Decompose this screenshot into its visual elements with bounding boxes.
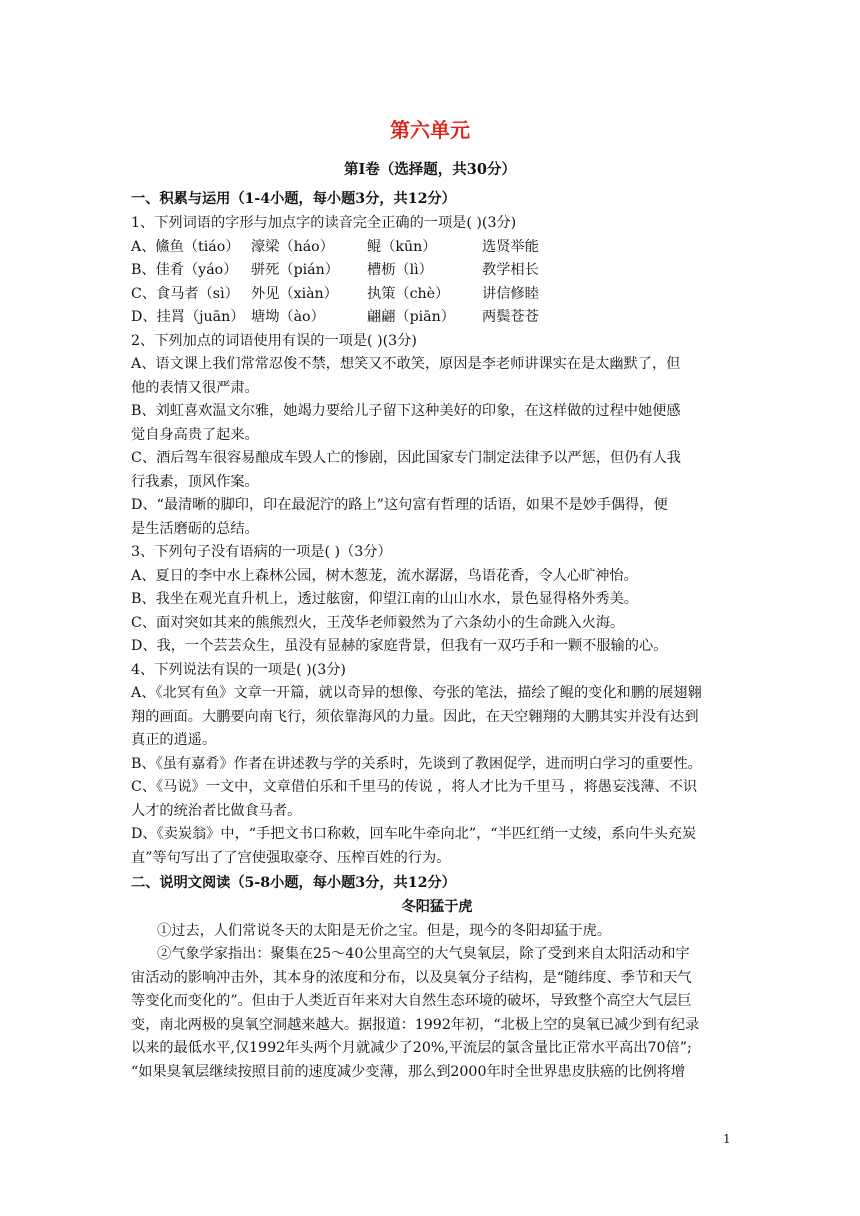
question-1-option-b xyxy=(131,259,743,283)
question-1-option-c xyxy=(131,283,743,307)
option-d-word-1: D、挂罥（juān） xyxy=(131,309,245,325)
option-c-word-1: C、食马者（sì） xyxy=(131,285,239,302)
article-paragraph-2-line: ②气象学家指出：聚集在25～40公里高空的大气臭氧层，除了受到来自太阳活动和宇 xyxy=(157,946,690,962)
question-3-line: D、我，一个芸芸众生，虽没有显赫的家庭背景，但我有一双巧手和一颗不服输的心。 xyxy=(131,638,668,654)
paper-subtitle: 第Ⅰ卷（选择题，共30分） xyxy=(344,161,516,178)
option-b-word-4: 教学相长 xyxy=(482,262,539,278)
question-4-line: C、《马说》一文中，文章借伯乐和千里马的传说 ，将人才比为千里马 ，将愚妄浅薄、不识 xyxy=(131,779,698,795)
question-2-line: 2、下列加点的词语使用有误的一项是( )(3分) xyxy=(131,332,417,349)
section-heading-2: 二、说明文阅读（5-8小题，每小题3分，共12分） xyxy=(131,875,456,891)
section-heading-1: 一、积累与运用（1-4小题，每小题3分，共12分） xyxy=(131,191,456,207)
option-a-word-2: 濠梁（háo） xyxy=(251,238,334,255)
article-paragraph-2-line: “如果臭氧层继续按照目前的速度减少变薄，那么到2000年时全世界患皮肤癌的比例将增 xyxy=(131,1063,686,1080)
document-body xyxy=(131,186,743,1084)
article-paragraph-2-line: 等变化而变化的”。但由于人类近百年来对大自然生态环境的破坏，导致整个高空大气层巨 xyxy=(131,993,692,1009)
question-4-line: 翔的画面。大鹏要向南飞行，须依靠海风的力量。因此，在天空翱翔的大鹏其实并没有达到 xyxy=(131,708,699,725)
question-4-line: D、《卖炭翁》中，“手把文书口称敕，回车叱牛牵向北”，“半匹红绡一丈绫，系向牛头充炭 xyxy=(131,826,697,842)
question-4-line: 人才的统治者比做食马者。 xyxy=(131,802,302,819)
question-1-stem: 1、下列词语的字形与加点字的读音完全正确的一项是( )(3分) xyxy=(131,215,517,231)
article-paragraph-2-line: 以来的最低水平,仅1992年头两个月就减少了20%,平流层的氯含量比正常水平高出70倍”; xyxy=(131,1040,692,1056)
question-2-line: 是生活磨砺的总结。 xyxy=(131,520,259,537)
option-a-word-4: 选贤举能 xyxy=(482,238,539,255)
question-4-line: 直”等句写出了了宫使强取豪夺、压榨百姓的行为。 xyxy=(131,849,451,866)
option-c-word-2: 外见（xiàn） xyxy=(251,285,338,302)
article-paragraph-1: ①过去，人们常说冬天的太阳是无价之宝。但是，现今的冬阳却猛于虎。 xyxy=(157,922,612,939)
question-4-line: B、《虽有嘉肴》作者在讲述教与学的关系时，先谈到了教困促学，进而明白学习的重要性。 xyxy=(131,755,702,772)
question-3-line: 3、下列句子没有语病的一项是( )（3分） xyxy=(131,544,392,560)
option-c-word-3: 执策（chè） xyxy=(367,285,450,302)
article-paragraph-2-line: 变，南北两极的臭氧空洞越来越大。据报道：1992年初，“北极上空的臭氧已减少到有纪录 xyxy=(131,1016,700,1033)
question-4-line: A、《北冥有鱼》文章一开篇，就以奇异的想像、夸张的笔法，描绘了鲲的变化和鹏的展翅翱 xyxy=(131,685,702,701)
question-2-line: 他的表情又很严肃。 xyxy=(131,379,259,396)
option-b-word-2: 骈死（pián） xyxy=(251,262,339,278)
question-2-line: A、语文课上我们常常忍俊不禁，想笑又不敢笑，原因是李老师讲课实在是太幽默了，但 xyxy=(131,356,681,372)
option-d-word-3: 翩翩（piān） xyxy=(367,309,455,325)
option-a-word-3: 鲲（kūn） xyxy=(367,238,437,255)
question-2-line: C、酒后驾车很容易酿成车毁人亡的惨剧，因此国家专门制定法律予以严惩，但仍有人我 xyxy=(131,450,681,466)
question-4-line: 真正的逍遥。 xyxy=(131,732,217,748)
article-paragraph-2-line: 宙活动的影响冲击外，其本身的浓度和分布，以及臭氧分子结构，是“随纬度、季节和天气 xyxy=(131,969,692,986)
option-b-word-3: 槽枥（lì） xyxy=(367,262,433,278)
question-2-line: D、“最清晰的脚印，印在最泥泞的路上”这句富有哲理的话语，如果不是妙手偶得，便 xyxy=(131,497,668,513)
question-4-line: 4、下列说法有误的一项是( )(3分) xyxy=(131,661,346,678)
page-number: 1 xyxy=(723,1132,731,1146)
option-d-word-4: 两鬓苍苍 xyxy=(482,309,539,325)
option-d-word-2: 塘坳（ào） xyxy=(251,309,325,325)
option-c-word-4: 讲信修睦 xyxy=(482,285,539,302)
question-2-line: 行我素，顶风作案。 xyxy=(131,473,259,490)
question-2-line: 觉自身高贵了起来。 xyxy=(131,426,259,443)
question-3-line: B、我坐在观光直升机上，透过舷窗，仰望江南的山山水水，景色显得格外秀美。 xyxy=(131,591,638,607)
question-1-option-d xyxy=(131,306,743,330)
question-3-line: C、面对突如其来的熊熊烈火，王茂华老师毅然为了六条幼小的生命跳入火海。 xyxy=(131,614,625,631)
unit-title: 第六单元 xyxy=(390,118,470,142)
question-1-option-a xyxy=(131,236,743,260)
option-b-word-1: B、佳肴（yáo） xyxy=(131,262,238,278)
question-2-line: B、刘虹喜欢温文尔雅，她竭力要给儿子留下这种美好的印象，在这样做的过程中她便感 xyxy=(131,403,681,419)
option-a-word-1: A、鯈鱼（tiáo） xyxy=(131,238,240,255)
question-3-line: A、夏日的李中水上森林公园，树木葱茏，流水潺潺，鸟语花香，令人心旷神怡。 xyxy=(131,567,638,584)
article-title: 冬阳猛于虎 xyxy=(401,899,473,915)
